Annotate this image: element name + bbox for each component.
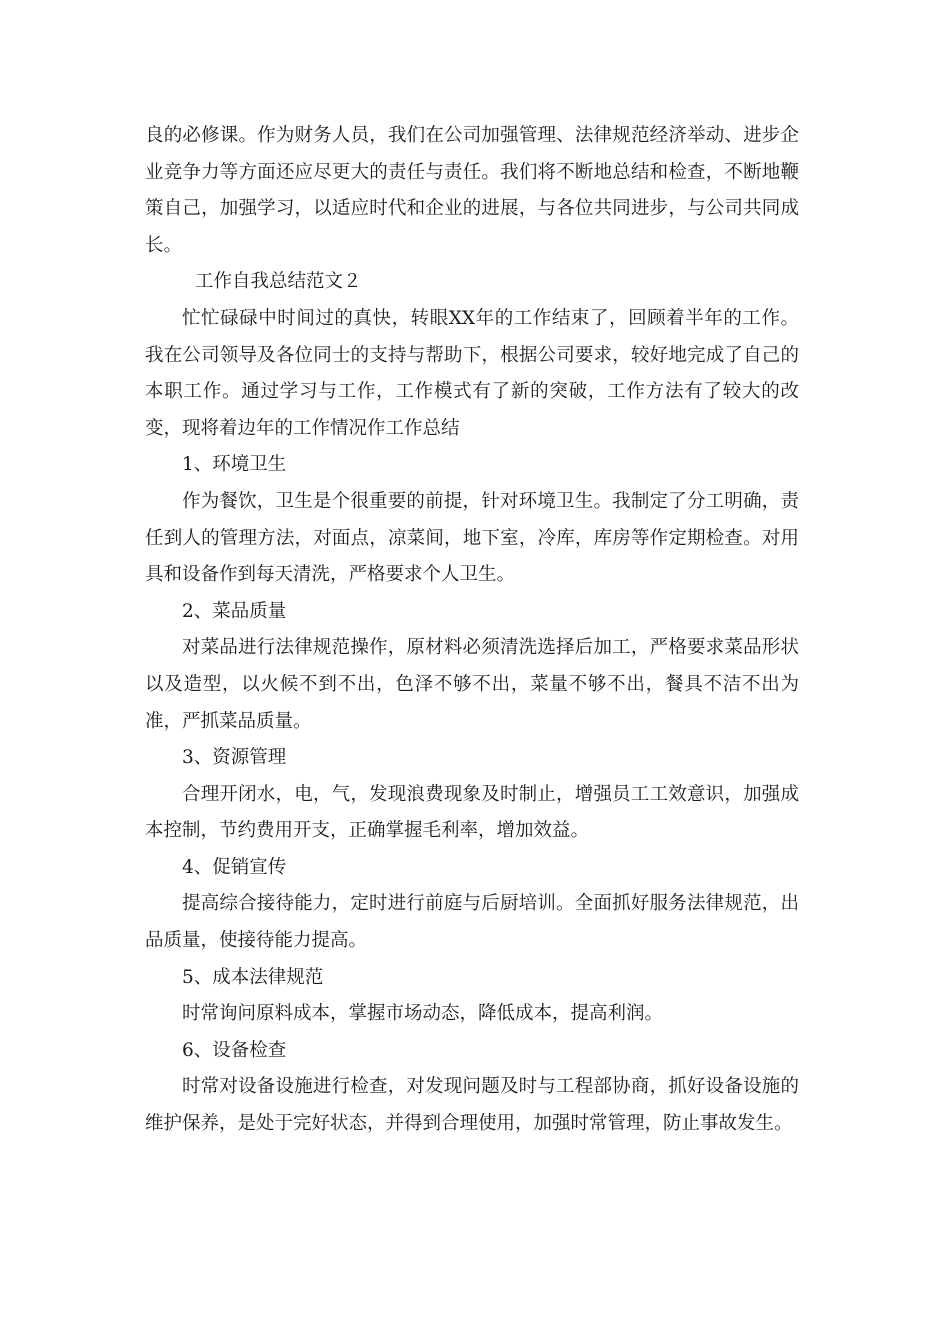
subheading-cost: 5、成本法律规范 — [182, 966, 324, 988]
paragraph-cost: 时常询问原料成本，掌握市场动态，降低成本，提高利润。 — [182, 1003, 664, 1025]
section-title: 工作自我总结范文２ — [195, 271, 362, 293]
paragraph-resource: 合理开闭水，电，气，发现浪费现象及时制止，增强员工工效意识，加强成本控制，节约费用开支，正确掌握毛利率，增加效益。 — [145, 783, 799, 842]
subheading-equipment: 6、设备检查 — [182, 1039, 287, 1061]
subheading-dish-quality: 2、菜品质量 — [182, 600, 287, 622]
paragraph-continuation: 良的必修课。作为财务人员，我们在公司加强管理、法律规范经济举动、进步企业竞争力等方面还应尽更大的责任与责任。我们将不断地总结和检查，不断地鞭策自己，加强学习，以适应时代和企业的进展，与各位共同进步，与公司共同成长。 — [145, 125, 799, 256]
paragraph-environment: 作为餐饮，卫生是个很重要的前提，针对环境卫生。我制定了分工明确，责任到人的管理方法，对面点，凉菜间，地下室，冷库，库房等作定期检查。对用具和设备作到每天清洗，严格要求个人卫生。 — [145, 490, 799, 586]
paragraph-equipment: 时常对设备设施进行检查，对发现问题及时与工程部协商，抓好设备设施的维护保养，是处于完好状态，并得到合理使用，加强时常管理，防止事故发生。 — [145, 1076, 799, 1135]
subheading-resource: 3、资源管理 — [182, 747, 287, 769]
subheading-environment: 1、环境卫生 — [182, 454, 287, 476]
paragraph-promotion: 提高综合接待能力，定时进行前庭与后厨培训。全面抓好服务法律规范，出品质量，使接待能力提高。 — [145, 893, 799, 952]
paragraph-dish-quality: 对菜品进行法律规范操作，原材料必须清洗选择后加工，严格要求菜品形状以及造型，以火候不到不出，色泽不够不出，菜量不够不出，餐具不洁不出为准，严抓菜品质量。 — [145, 637, 799, 732]
intro-paragraph: 忙忙碌碌中时间过的真快，转眼XX年的工作结束了，回顾着半年的工作。我在公司领导及各位同士的支持与帮助下，根据公司要求，较好地完成了自己的本职工作。通过学习与工作，工作模式有了新的突破，工作方法有了较大的改变，现将着边年的工作情况作工作总结 — [145, 307, 799, 439]
subheading-promotion: 4、促销宣传 — [182, 856, 287, 878]
document-body — [145, 118, 799, 1143]
